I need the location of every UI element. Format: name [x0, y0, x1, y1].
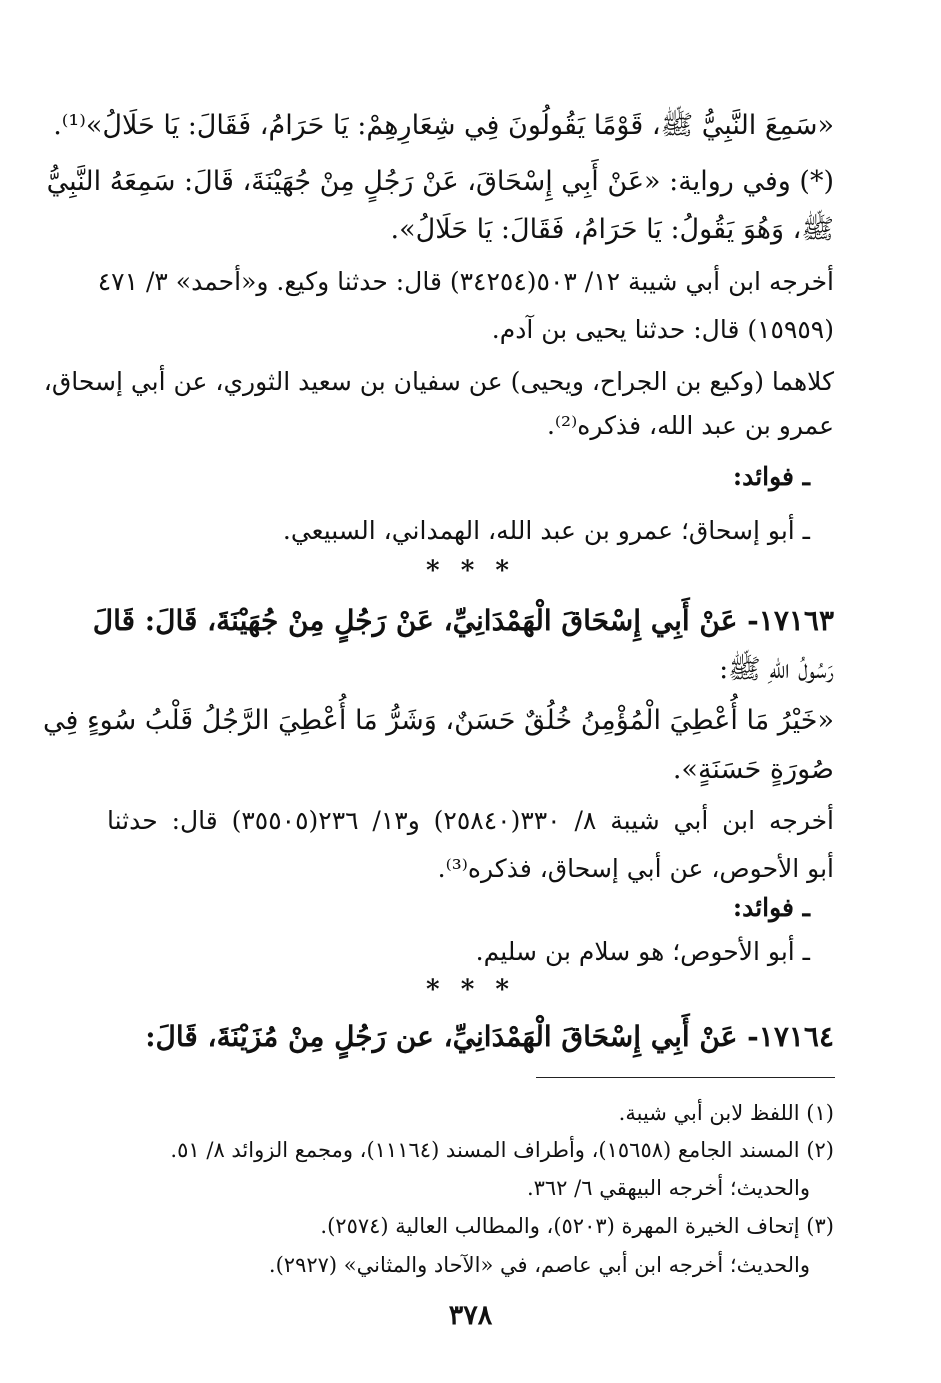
takhrij-line: (١٥٩٥٩) قال: حدثنا يحيى بن آدم. — [491, 315, 834, 344]
hadith-text-line: صُورَةٍ حَسَنَةٍ». — [672, 754, 834, 785]
benefits-heading: ـ فوائد: — [732, 893, 810, 922]
hadith-text-line: «خَيْرُ مَا أُعْطِيَ الْمُؤْمِنُ خُلُقٌ حَسَنٌ، وَشَرُّ مَا أُعْطِيَ الرَّجُلُ قَلْبُ سُوءٍ فِي — [42, 705, 834, 736]
footnote: (٣) إتحاف الخيرة المهرة (٥٢٠٣)، والمطالب العالية (٢٥٧٤). — [320, 1214, 834, 1238]
section-separator: * * * — [426, 975, 515, 1005]
hadith-number-line: ١٧١٦٤- عَنْ أَبِي إِسْحَاقَ الْهَمْدَانِيِّ، عن رَجُلٍ مِنْ مُزَيْنَةَ، قَالَ: — [145, 1020, 834, 1053]
footnote: (٢) المسند الجامع (١٥٦٥٨)، وأطراف المسند (١١١٦٤)، ومجمع الزوائد ٨/ ٥١. — [170, 1138, 834, 1162]
takhrij-line: أخرجه ابن أبي شيبة ١٢/ ٥٠٣(٣٤٢٥٤) قال: حدثنا وكيع. و«أحمد» ٣/ ٤٧١ — [97, 267, 834, 296]
variant-narration-line: (*) وفي رواية: «عَنْ أَبِي إِسْحَاقَ، عَنْ رَجُلٍ مِنْ جُهَيْنَةَ، قَالَ: سَمِعَهُ النَّبِيُّ — [46, 166, 834, 197]
hadith-text-line: رَسُولُ اللهِ ﷺ: — [719, 654, 834, 685]
benefit-note: ـ أبو الأحوص؛ هو سلام بن سليم. — [475, 937, 810, 966]
variant-narration-line: ﷺ، وَهُوَ يَقُولُ: يَا حَرَامُ، فَقَالَ: يَا حَلَالُ». — [390, 214, 834, 245]
takhrij-line: أبو الأحوص، عن أبي إسحاق، فذكره⁽³⁾. — [437, 854, 834, 883]
section-separator: * * * — [426, 556, 515, 586]
footnote: والحديث؛ أخرجه البيهقي ٦/ ٣٦٢. — [526, 1176, 810, 1200]
isnad-line: عمرو بن عبد الله، فذكره⁽²⁾. — [546, 411, 834, 440]
takhrij-line: أخرجه ابن أبي شيبة ٨/ ٣٣٠(٢٥٨٤٠) و١٣/ ٢٣٦(٣٥٥٠٥) قال: حدثنا — [107, 806, 835, 835]
page-number: ٣٧٨ — [448, 1300, 493, 1331]
footnote: (١) اللفظ لابن أبي شيبة. — [618, 1101, 834, 1125]
footnote-divider — [536, 1077, 835, 1078]
hadith-number-line: ١٧١٦٣- عَنْ أَبِي إِسْحَاقَ الْهَمْدَانِيِّ، عَنْ رَجُلٍ مِنْ جُهَيْنَةَ، قَالَ: قَالَ — [92, 604, 834, 637]
benefits-heading: ـ فوائد: — [732, 462, 810, 491]
isnad-line: كلاهما (وكيع بن الجراح، ويحيى) عن سفيان بن سعيد الثوري، عن أبي إسحاق، — [43, 367, 834, 396]
hadith-text-line: «سَمِعَ النَّبِيُّ ﷺ، قَوْمًا يَقُولُونَ فِي شِعَارِهِمْ: يَا حَرَامُ، فَقَالَ: يَا حَلَالُ»⁽¹⁾. — [53, 110, 834, 141]
benefit-note: ـ أبو إسحاق؛ عمرو بن عبد الله، الهمداني، السبيعي. — [282, 516, 810, 545]
footnote: والحديث؛ أخرجه ابن أبي عاصم، في «الآحاد والمثاني» (٢٩٢٧). — [268, 1253, 810, 1277]
